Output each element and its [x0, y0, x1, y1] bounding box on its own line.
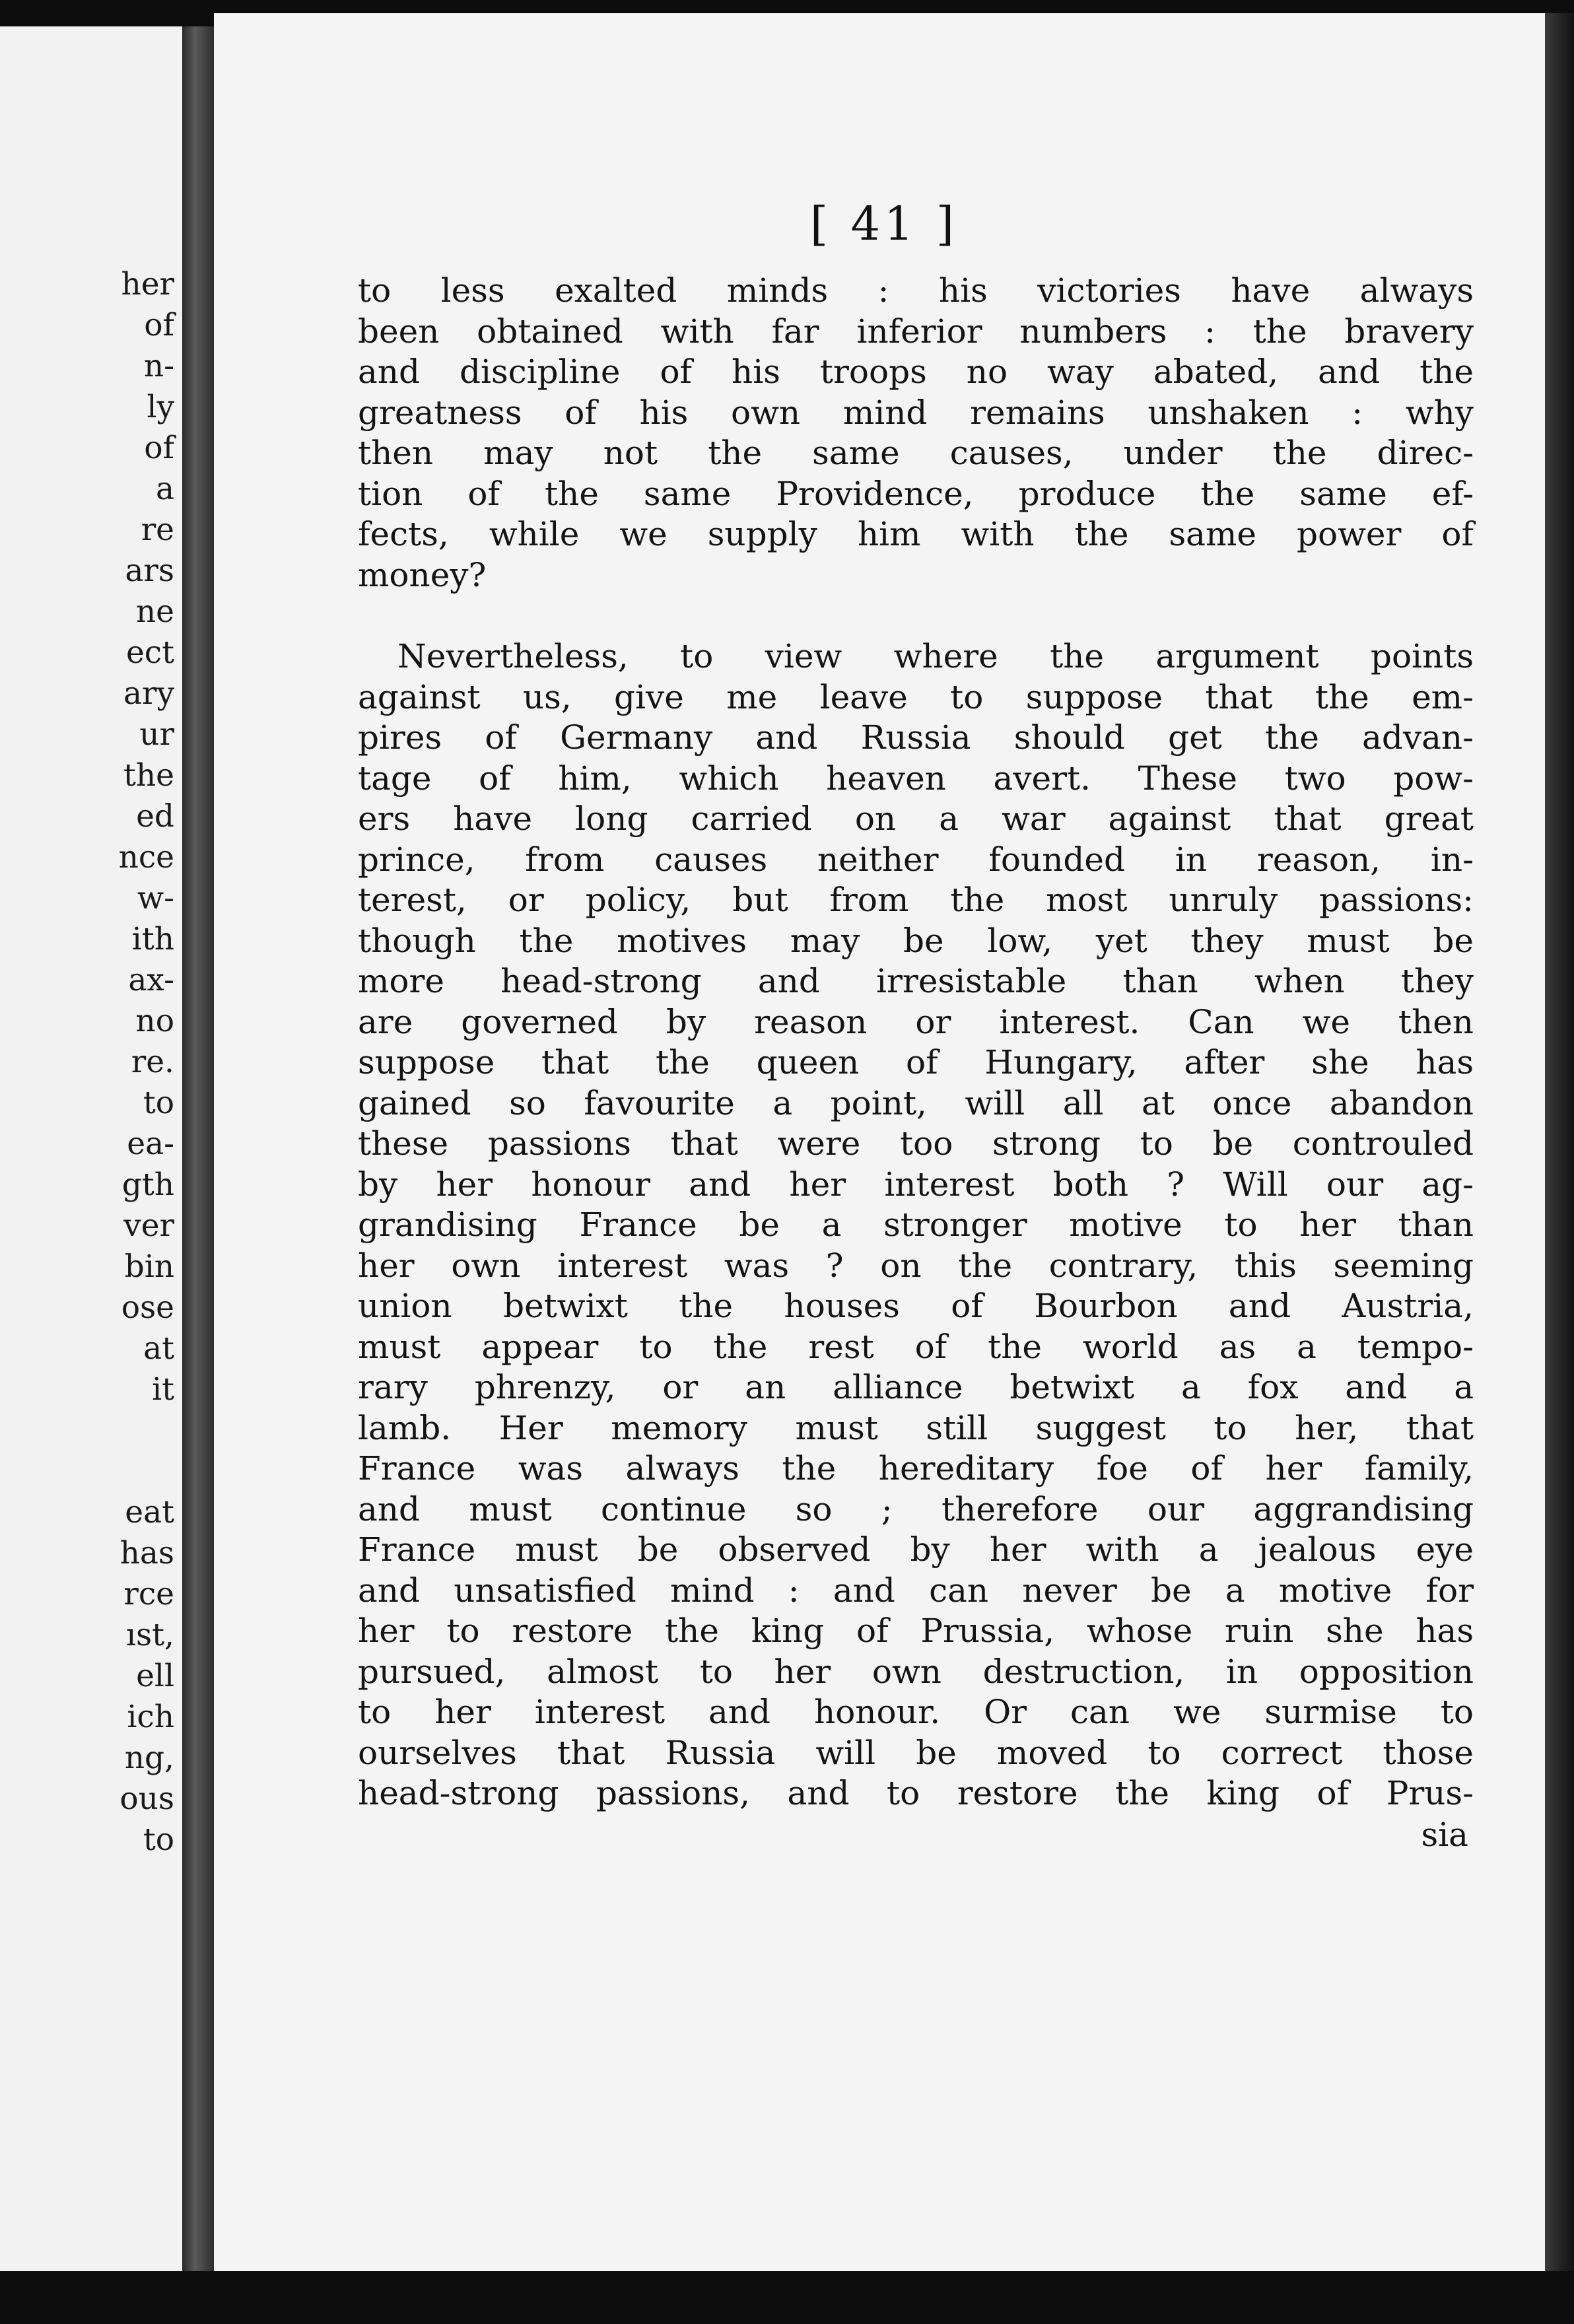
text-line: prince, from causes neither founded in reason, in- — [358, 840, 1474, 879]
left-line-fragment: at — [143, 1330, 174, 1367]
text-line: been obtained with far inferior numbers : the bravery — [358, 312, 1474, 351]
left-line-fragment: ur — [139, 716, 174, 753]
left-line-fragment: ıst, — [126, 1617, 174, 1653]
text-line: ourselves that Russia will be moved to correct those — [358, 1733, 1474, 1772]
text-line: ers have long carried on a war against that great — [358, 800, 1474, 838]
left-line-fragment: ars — [125, 553, 174, 589]
text-line: pires of Germany and Russia should get the advan- — [358, 718, 1474, 757]
text-line: against us, give me leave to suppose that the em- — [358, 677, 1474, 716]
text-line: gained so favourite a point, will all at once abandon — [358, 1083, 1474, 1122]
text-line: fects, while we supply him with the same power of — [358, 515, 1474, 553]
left-line-fragment: ich — [127, 1699, 174, 1735]
left-line-fragment: ng, — [124, 1740, 174, 1776]
left-line-fragment — [119, 1451, 174, 1492]
left-line-fragment: nce — [118, 839, 174, 875]
left-line-fragment: of — [144, 307, 174, 343]
text-line: though the motives may be low, yet they must be — [358, 921, 1474, 960]
text-line: terest, or policy, but from the most unruly passions: — [358, 881, 1474, 919]
left-line-fragment: a — [155, 471, 174, 507]
text-line: and unsatisfied mind : and can never be a motive for — [358, 1571, 1474, 1610]
text-line: to her interest and honour. Or can we surmise to — [358, 1693, 1474, 1731]
left-line-fragment: gth — [121, 1167, 174, 1203]
text-line: by her honour and her interest both ? Will our ag- — [358, 1165, 1474, 1204]
left-line-fragment: ea- — [127, 1126, 174, 1162]
text-line: these passions that were too strong to be controuled — [358, 1124, 1474, 1163]
paragraph-2 — [358, 636, 1474, 1814]
text-line: France must be observed by her with a jealous eye — [358, 1530, 1474, 1569]
text-line: lamb. Her memory must still suggest to her, that — [358, 1408, 1474, 1447]
left-page-fragment — [0, 26, 182, 2271]
scan-edge-shadow — [1545, 13, 1574, 2271]
left-line-fragment: bin — [124, 1248, 174, 1285]
left-line-fragment: re. — [131, 1044, 174, 1080]
text-line: her own interest was ? on the contrary, this seeming — [358, 1246, 1474, 1285]
book-gutter — [182, 26, 214, 2271]
right-page — [214, 13, 1545, 2271]
text-line: money? — [358, 555, 487, 594]
left-line-fragment: ver — [123, 1208, 174, 1244]
text-line: rary phrenzy, or an alliance betwixt a fox and a — [358, 1368, 1474, 1406]
left-line-fragment: ith — [131, 921, 174, 957]
left-line-fragment: ous — [120, 1781, 174, 1817]
text-line: and must continue so ; therefore our aggrandising — [358, 1489, 1474, 1528]
left-line-fragment: ax- — [128, 962, 174, 998]
left-line-fragment — [119, 1410, 174, 1451]
text-line: and discipline of his troops no way abated, and the — [358, 353, 1474, 391]
text-line: more head-strong and irresistable than when they — [358, 962, 1474, 1000]
left-line-fragment: w- — [137, 880, 174, 916]
page-number: [ 41 ] — [809, 197, 959, 251]
text-line: grandising France be a stronger motive to her than — [358, 1206, 1474, 1244]
text-line: union betwixt the houses of Bourbon and Austria, — [358, 1287, 1474, 1325]
left-line-fragment: of — [144, 430, 174, 466]
text-line: France was always the hereditary foe of her family, — [358, 1449, 1474, 1487]
text-line: head-strong passions, and to restore the king of Prus- — [358, 1774, 1474, 1812]
text-line: her to restore the king of Prussia, whose ruin she has — [358, 1612, 1474, 1650]
text-line: must appear to the rest of the world as a tempo- — [358, 1327, 1474, 1366]
text-line: tion of the same Providence, produce the same ef- — [358, 474, 1474, 513]
text-line: pursued, almost to her own destruction, in opposition — [358, 1652, 1474, 1691]
text-line: then may not the same causes, under the direc- — [358, 434, 1474, 472]
left-line-fragment: rce — [123, 1576, 174, 1612]
text-line: Nevertheless, to view where the argument points — [397, 637, 1474, 675]
left-page-line-ends — [119, 264, 174, 1861]
left-line-fragment: to — [143, 1822, 174, 1858]
catchword: sia — [1421, 1816, 1468, 1854]
text-line: suppose that the queen of Hungary, after she has — [358, 1043, 1474, 1081]
left-line-fragment: ect — [125, 634, 174, 671]
left-line-fragment: to — [143, 1085, 174, 1121]
left-line-fragment: ne — [135, 594, 174, 630]
left-line-fragment: n- — [143, 348, 174, 384]
left-line-fragment: her — [121, 266, 174, 302]
text-line: tage of him, which heaven avert. These two pow- — [358, 759, 1474, 798]
left-line-fragment: ary — [123, 675, 174, 712]
text-line: are governed by reason or interest. Can we then — [358, 1002, 1474, 1041]
left-line-fragment: no — [135, 1003, 174, 1039]
left-line-fragment: ose — [121, 1289, 174, 1326]
left-line-fragment: the — [123, 757, 174, 794]
text-line: to less exalted minds : his victories have always — [358, 271, 1474, 310]
body-text — [358, 271, 1474, 1814]
left-line-fragment: it — [152, 1371, 174, 1408]
left-line-fragment: ell — [136, 1658, 174, 1694]
left-line-fragment: ed — [136, 798, 174, 835]
text-line: greatness of his own mind remains unshaken : why — [358, 393, 1474, 432]
paragraph-1 — [358, 271, 1474, 596]
left-line-fragment: has — [120, 1535, 174, 1571]
left-line-fragment: ly — [147, 389, 174, 425]
left-line-fragment: eat — [125, 1494, 174, 1530]
left-line-fragment: re — [141, 512, 174, 548]
